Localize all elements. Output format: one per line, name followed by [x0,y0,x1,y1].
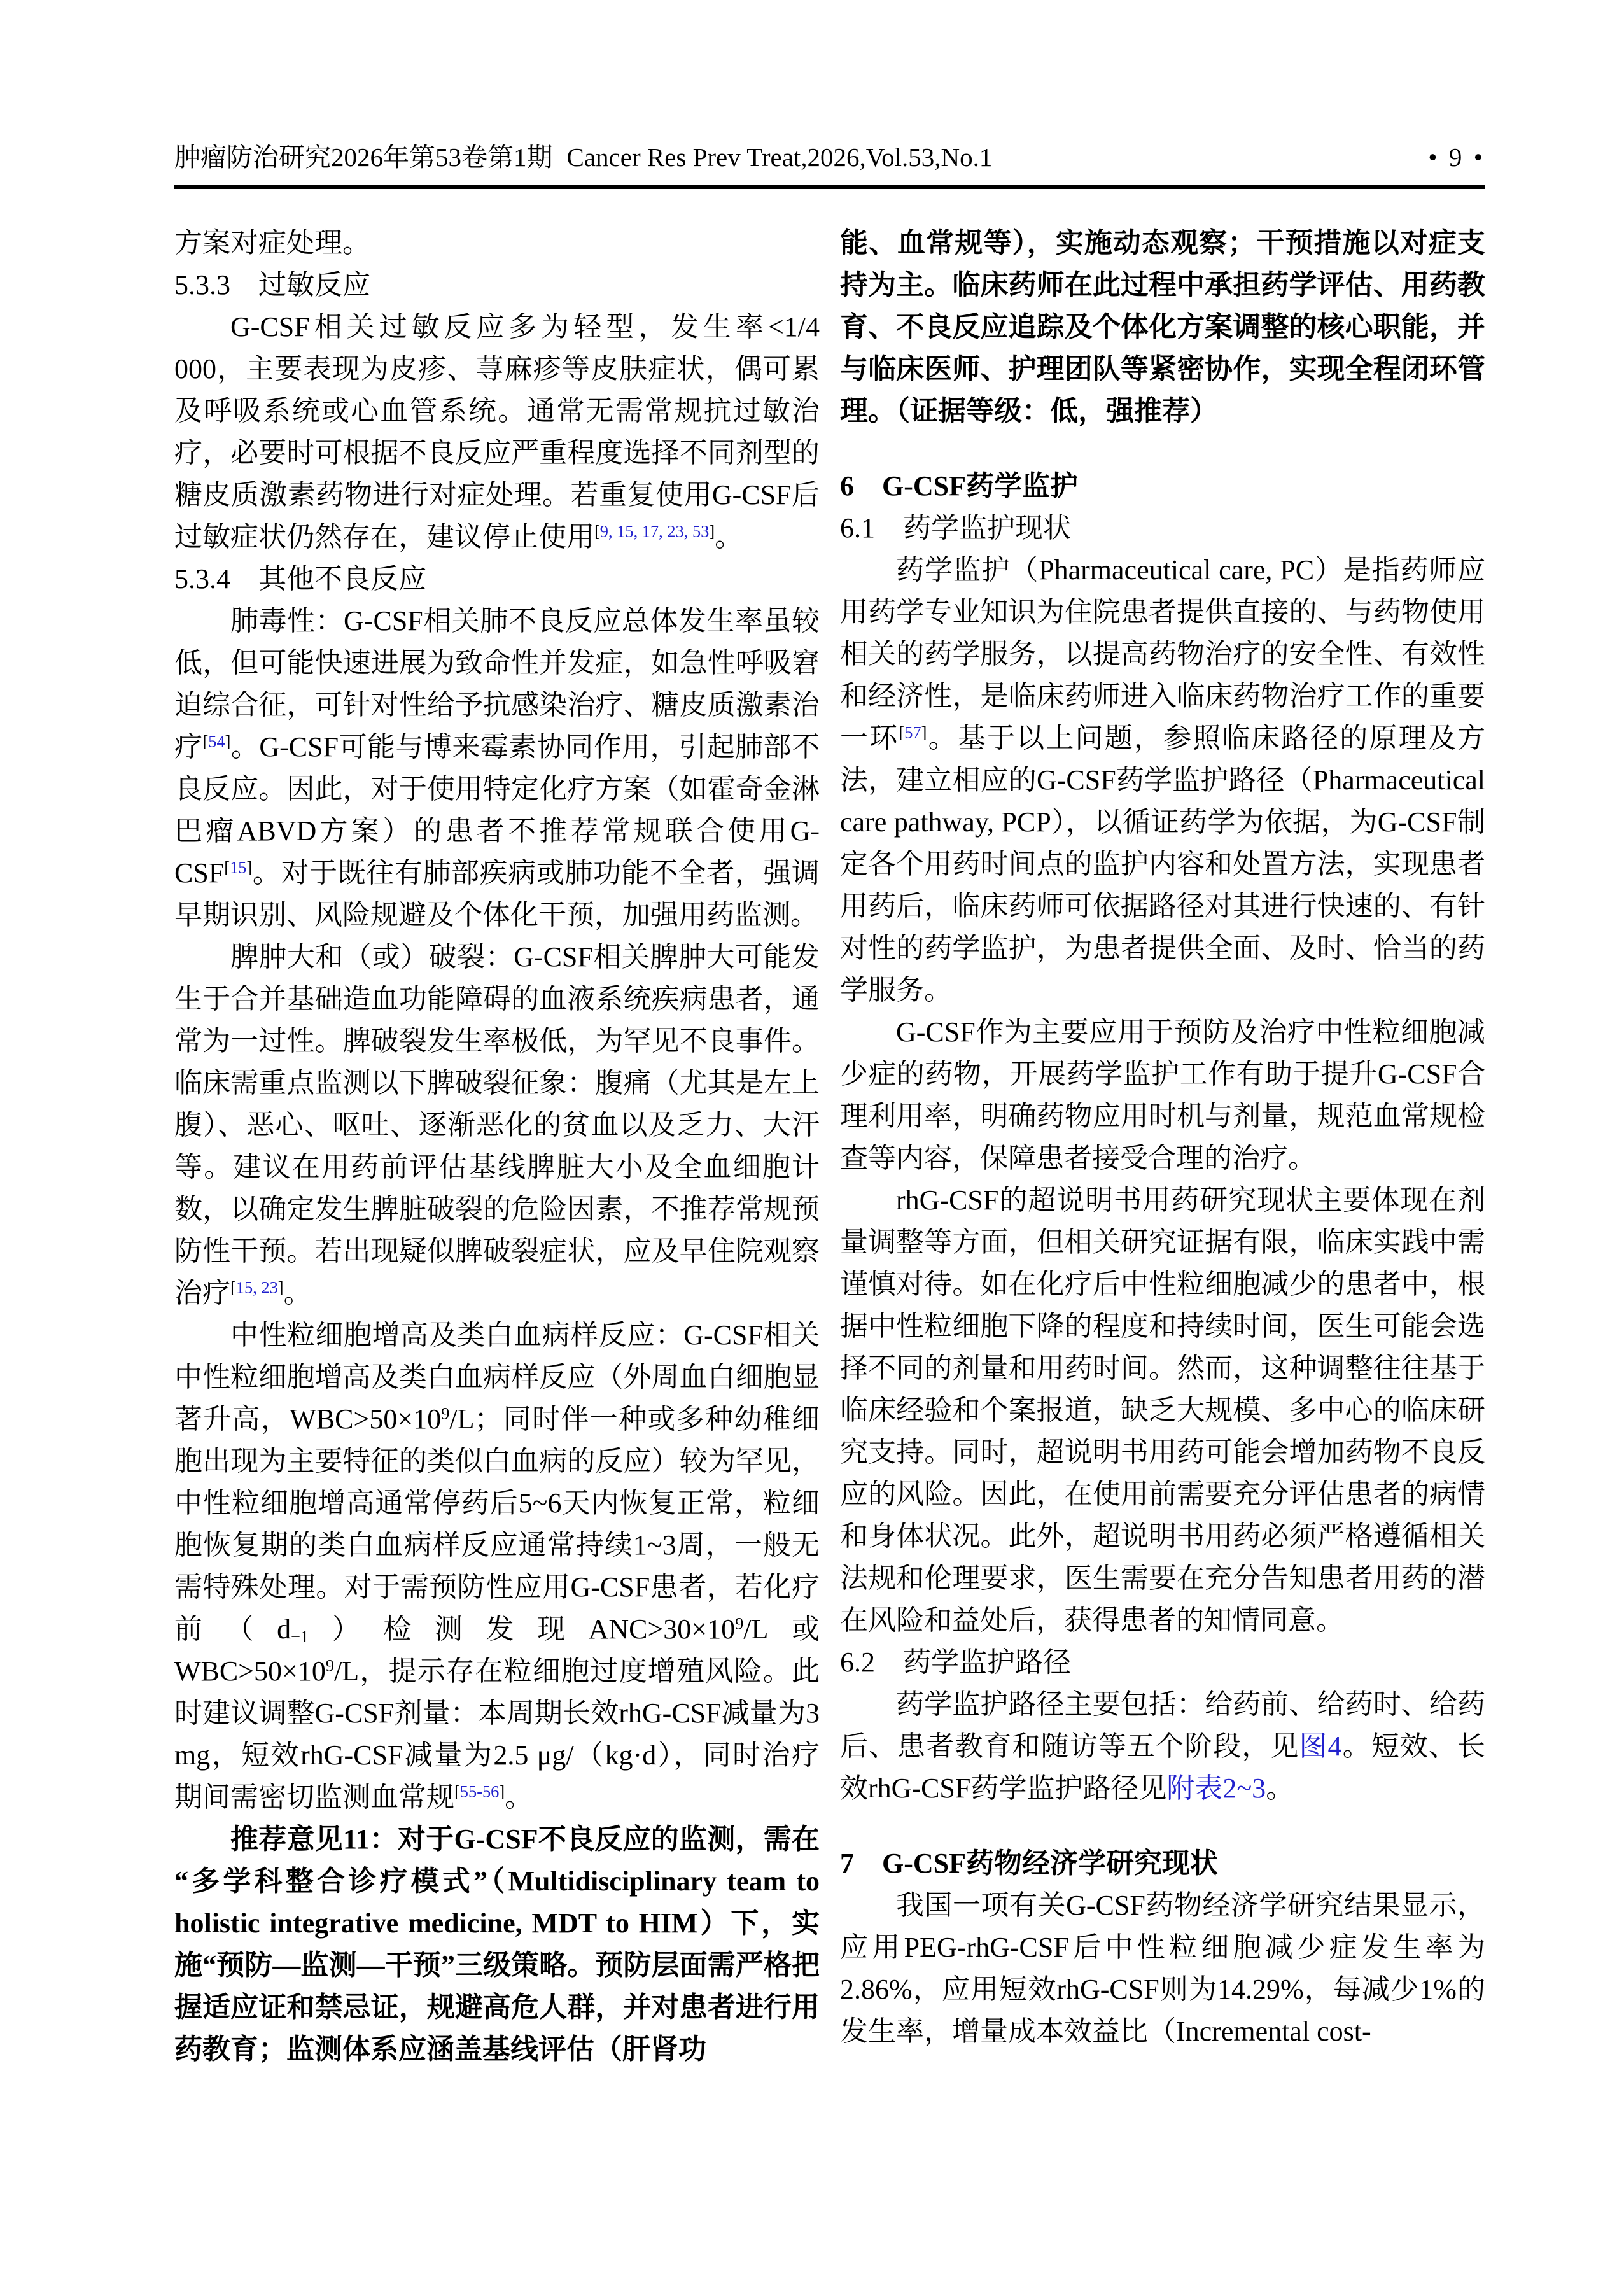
superscript: [ [594,521,600,541]
superscript: ] [246,857,253,877]
paragraph: rhG-CSF的超说明书用药研究现状主要体现在剂量调整等方面，但相关研究证据有限，临床实践中需谨慎对待。如在化疗后中性粒细胞减少的患者中，根据中性粒细胞下降的程度和持续时间，医生可能会选择不同的剂量和用药时间。然而，这种调整往往基于临床经验和个案报道，缺乏大规模、多中心的临床研究支持。同时，超说明书用药可能会增加药物不良反应的风险。因此，在使用前需要充分评估患者的病情和身体状况。此外，超说明书用药必须严格遵循相关法规和伦理要求，医生需要在充分告知患者用药的潜在风险和益处后，获得患者的知情同意。 [840,1185,1485,1636]
section-heading: 6.1 药学监护现状 [840,512,1071,544]
header-divider [174,185,1485,189]
superscript: 9 [325,1656,335,1675]
paragraph: G-CSF作为主要应用于预防及治疗中性粒细胞减少症的药物，开展药学监护工作有助于提升G-CSF合理利用率，明确药物应用时机与剂量，规范血常规检查等内容，保障患者接受合理的治疗。 [840,1016,1485,1174]
section-heading: 5.3.3 过敏反应 [174,269,370,300]
superscript: 9 [441,1403,450,1423]
section-heading: 7 G-CSF药物经济学研究现状 [840,1848,1218,1879]
section-heading: 5.3.4 其他不良反应 [174,563,426,594]
reference-link[interactable]: 附表2~3 [1166,1773,1266,1804]
superscript: [ [899,722,905,742]
reference-link[interactable]: 图4 [1299,1731,1342,1762]
citation-link[interactable]: 55-56 [459,1782,500,1801]
page-number: • 9 • [1428,143,1485,172]
superscript: [ [230,1277,236,1297]
section-heading: 6.2 药学监护路径 [840,1647,1071,1678]
left-column [174,222,820,2071]
paragraph: 肺毒性：G-CSF相关肺不良反应总体发生率虽较低，但可能快速进展为致命性并发症，如急性呼吸窘迫综合征，可针对性给予抗感染治疗、糖皮质激素治疗[54]。G-CSF可能与博来霉素协同作用，引起肺部不良反应。因此，对于使用特定化疗方案（如霍奇金淋巴瘤ABVD方案）的患者不推荐常规联合使用G-CSF[15]。对于既往有肺部疾病或肺功能不全者，强调早期识别、风险规避及个体化干预，加强用药监测。 [174,605,820,931]
right-column [840,222,1485,2053]
paragraph: 我国一项有关G-CSF药物经济学研究结果显示，应用PEG-rhG-CSF后中性粒细胞减少症发生率为2.86%，应用短效rhG-CSF则为14.29%，每减少1%的发生率，增量成本效益比（Incremental cost- [840,1890,1485,2047]
superscript: [ [454,1782,460,1801]
citation-link[interactable]: 15, 23 [235,1277,278,1297]
citation-link[interactable]: 54 [208,731,225,751]
superscript: [ [224,857,230,877]
superscript: ] [709,521,715,541]
paragraph: 能、血常规等），实施动态观察；干预措施以对症支持为主。临床药师在此过程中承担药学评估、用药教育、不良反应追踪及个体化方案调整的核心职能，并与临床医师、护理团队等紧密协作，实现全程闭环管理。（证据等级：低，强推荐） [840,227,1485,426]
citation-link[interactable]: 57 [904,722,921,742]
journal-info [174,141,992,173]
paragraph: 中性粒细胞增高及类白血病样反应：G-CSF相关中性粒细胞增高及类白血病样反应（外周血白细胞显著升高，$WBC>50\times 10^9/L$；同时伴一种或多种幼稚细胞出现为主要特征的类似白血病的反应）较为罕见，中性粒细胞增高通常停药后5~6天内恢复正常，粒细胞恢复期的类白血病样反应通常持续1~3周，一般无需特殊处理。对于需预防性应用G-CSF患者，若化疗前$(d_{-1})$检测发现$ANC>30\times 10^9/L$或$WBC>50\times 10^9/L$，提示存在粒细胞过度增殖风险。此时建议调整G-CSF剂量：本周期长效rhG-CSF减量为3 mg，短效rhG-CSF减量为2.5 μg/（kg·d），同时治疗期间需密切监测血常规[55-56]。 [174,1319,820,1813]
citation-link[interactable]: 9, 15, 17, 23, 53 [599,521,710,541]
paragraph: 脾肿大和（或）破裂：G-CSF相关脾肿大可能发生于合并基础造血功能障碍的血液系统疾病患者，通常为一过性。脾破裂发生率极低，为罕见不良事件。临床需重点监测以下脾破裂征象：腹痛（尤其是左上腹）、恶心、呕吐、逐渐恶化的贫血以及乏力、大汗等。建议在用药前评估基线脾脏大小及全血细胞计数，以确定发生脾脏破裂的危险因素，不推荐常规预防性干预。若出现疑似脾破裂症状，应及早住院观察治疗[15, 23]。 [174,941,820,1309]
citation-link[interactable]: 15 [230,857,247,877]
paragraph: 药学监护（Pharmaceutical care, PC）是指药师应用药学专业知识为住院患者提供直接的、与药物使用相关的药学服务，以提高药物治疗的安全性、有效性和经济性，是临床药师进入临床药物治疗工作的重要一环[57]。基于以上问题，参照临床路径的原理及方法，建立相应的G-CSF药学监护路径（Pharmaceutical care pathway, PCP），以循证药学为依据，为G-CSF制定各个用药时间点的监护内容和处置方法，实现患者用药后，临床药师可依据路径对其进行快速的、有针对性的药学监护，为患者提供全面、及时、恰当的药学服务。 [840,554,1486,1006]
superscript: 9 [735,1614,744,1633]
journal-title-cn: 肿瘤防治研究2026年第53卷第1期 [174,143,553,172]
superscript: ] [277,1277,284,1297]
superscript: [ [202,731,209,751]
paragraph: 方案对症处理。 [174,227,370,258]
paragraph: G-CSF相关过敏反应多为轻型，发生率<1/4 000，主要表现为皮疹、荨麻疹等皮肤症状，偶可累及呼吸系统或心血管系统。通常无需常规抗过敏治疗，必要时可根据不良反应严重程度选择不同剂型的糖皮质激素药物进行对症处理。若重复使用G-CSF后过敏症状仍然存在，建议停止使用[9, 15, 17, 23, 53]。 [174,311,820,552]
superscript: ] [499,1782,505,1801]
page-header [174,141,1485,173]
journal-title-en: Cancer Res Prev Treat,2026,Vol.53,No.1 [566,143,993,172]
subscript: −1 [291,1626,309,1646]
superscript: ] [921,722,927,742]
paragraph: 推荐意见11：对于G-CSF不良反应的监测，需在“多学科整合诊疗模式”（Multidisciplinary team to holistic integrative medicine, MDT to HIM）下，实施“预防—监测—干预”三级策略。预防层面需严格把握适应证和禁忌证，规避高危人群，并对患者进行用药教育；监测体系应涵盖基线评估（肝肾功 [174,1824,820,2065]
superscript: ] [225,731,231,751]
paragraph: 药学监护路径主要包括：给药前、给药时、给药后、患者教育和随访等五个阶段，见图4。短效、长效rhG-CSF药学监护路径见附表2~3。 [840,1689,1486,1804]
section-heading: 6 G-CSF药学监护 [840,470,1078,502]
